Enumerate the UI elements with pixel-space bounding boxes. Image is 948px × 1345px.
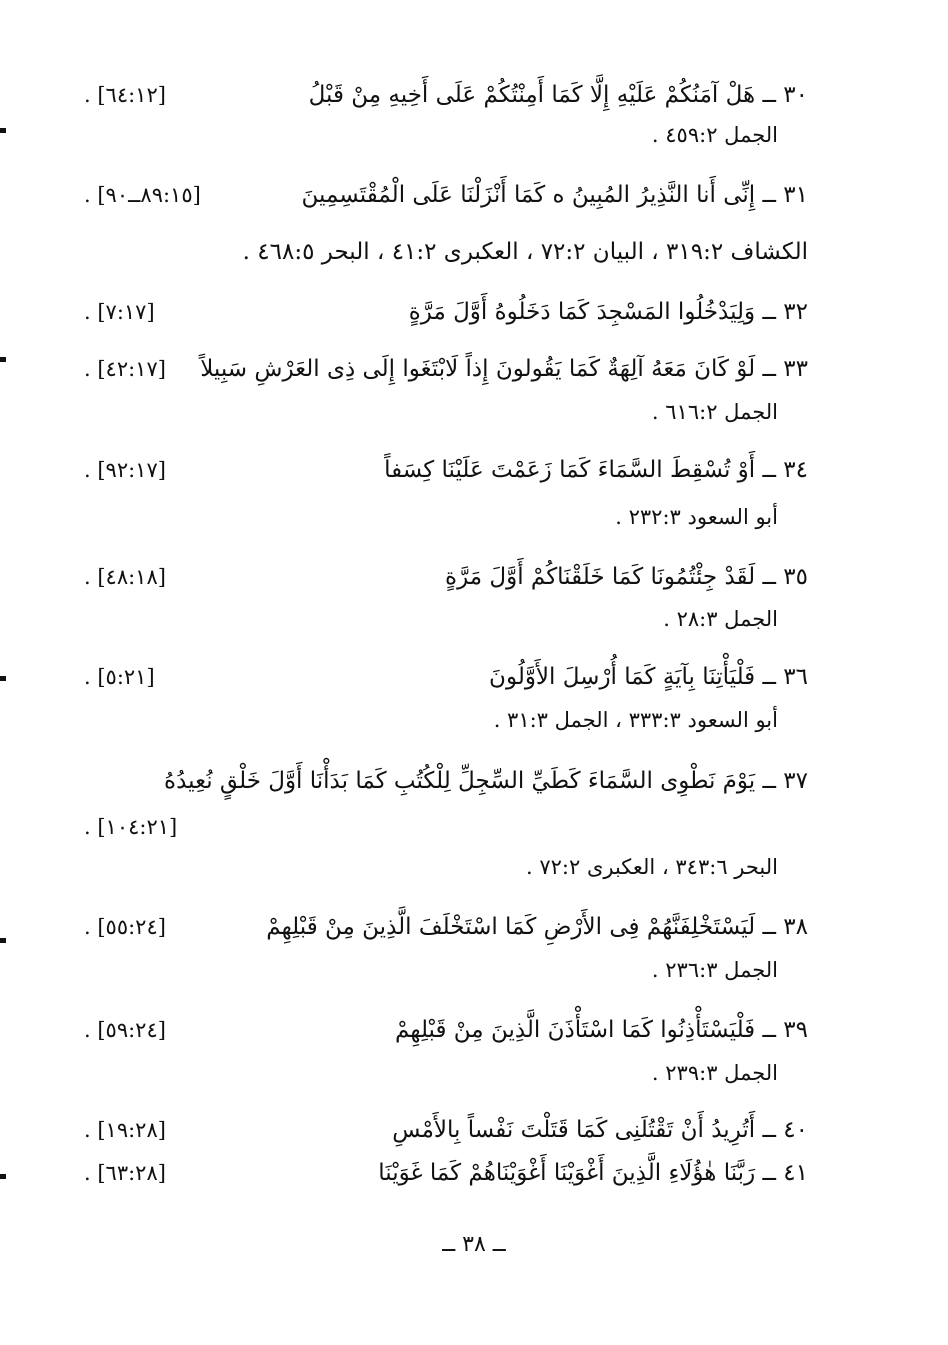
- verse-37-reference: . [١٠٤:٢١]: [84, 815, 178, 839]
- verse-33-sources: الجمل ٦١٦:٢ .: [651, 400, 778, 424]
- margin-mark: [0, 128, 6, 133]
- verse-32-reference: . [٧:١٧]: [84, 300, 155, 324]
- verse-40-reference: . [١٩:٢٨]: [84, 1118, 166, 1142]
- verse-35-sources: الجمل ٢٨:٣ .: [663, 607, 778, 631]
- verse-36-sources: أبو السعود ٣٣٣:٣ ، الجمل ٣١:٣ .: [493, 708, 778, 732]
- verse-37-sources: البحر ٣٤٣:٦ ، العكبرى ٧٢:٢ .: [525, 855, 778, 879]
- verse-41-reference: . [٦٣:٢٨]: [84, 1161, 166, 1185]
- verse-40: ٤٠ ــ أَتُرِيدُ أَنْ تَقْتُلَنِى كَمَا قَتَلْتَ نَفْساً بِالأَمْسِ: [392, 1117, 808, 1143]
- margin-mark: [0, 357, 6, 362]
- verse-38-reference: . [٥٥:٢٤]: [84, 915, 166, 939]
- verse-34: ٣٤ ــ أَوْ تُسْقِطَ السَّمَاءَ كَمَا زَعَمْتَ عَلَيْنَا كِسَفاً: [384, 457, 808, 483]
- verse-39: ٣٩ ــ فَلْيَسْتَأْذِنُوا كَمَا اسْتَأْذَنَ الَّذِينَ مِنْ قَبْلِهِمْ: [395, 1017, 808, 1043]
- verse-33: ٣٣ ــ لَوْ كَانَ مَعَهُ آلِهَةٌ كَمَا يَقُولونَ إِذاً لَابْتَغَوا إِلَى ذِى العَرْشِ سَبِيلاً: [200, 356, 808, 382]
- verse-30: ٣٠ ــ هَلْ آمَنُكُمْ عَلَيْهِ إِلَّا كَمَا أَمِنْتُكُمْ عَلَى أَخِيهِ مِنْ قَبْلُ: [308, 82, 808, 108]
- verse-34-sources: أبو السعود ٢٣٢:٣ .: [615, 505, 778, 529]
- verse-31: ٣١ ــ إِنِّى أَنا النَّذِيرُ المُبِينُ ه كَمَا أَنْزَلْنَا عَلَى الْمُقْتَسِمِينَ: [301, 182, 808, 208]
- verse-30-reference: . [٦٤:١٢]: [84, 83, 166, 107]
- verse-32: ٣٢ ــ وَلِيَدْخُلُوا المَسْجِدَ كَمَا دَخَلُوهُ أَوَّلَ مَرَّةٍ: [408, 299, 808, 325]
- verse-39-sources: الجمل ٢٣٩:٣ .: [651, 1061, 778, 1085]
- verse-34-reference: . [٩٢:١٧]: [84, 458, 166, 482]
- verse-36-reference: . [٥:٢١]: [84, 665, 155, 689]
- verse-33-reference: . [٤٢:١٧]: [84, 357, 166, 381]
- margin-mark: [0, 1174, 6, 1179]
- verse-35: ٣٥ ــ لَقَدْ جِئْتُمُونَا كَمَا خَلَقْنَاكُمْ أَوَّلَ مَرَّةٍ: [445, 564, 808, 590]
- verse-38-sources: الجمل ٢٣٦:٣ .: [651, 958, 778, 982]
- verse-37: ٣٧ ــ يَوْمَ نَطْوِى السَّمَاءَ كَطَيِّ السِّجِلِّ لِلْكُتُبِ كَمَا بَدَأْنَا أَوَّلَ خَلْقٍ نُعِيدُهُ: [164, 768, 808, 794]
- margin-mark: [0, 938, 6, 943]
- verse-30-sources: الجمل ٤٥٩:٢ .: [651, 123, 778, 147]
- page-number: ــ ٣٨ ــ: [442, 1232, 506, 1257]
- verse-36: ٣٦ ــ فَلْيَأْتِنَا بِآيَةٍ كَمَا أُرْسِلَ الأَوَّلُونَ: [489, 664, 808, 690]
- verse-39-reference: . [٥٩:٢٤]: [84, 1018, 166, 1042]
- verse-31-sources: الكشاف ٣١٩:٢ ، البيان ٧٢:٢ ، العكبرى ٤١:٢ ، البحر ٤٦٨:٥ .: [242, 239, 808, 265]
- margin-mark: [0, 676, 6, 681]
- verse-41: ٤١ ــ رَبَّنَا هٰؤُلَاءِ الَّذِينَ أَغْوَيْنَا أَغْوَيْنَاهُمْ كَمَا غَوَيْنَا: [378, 1160, 808, 1186]
- verse-38: ٣٨ ــ لَيَسْتَخْلِفَنَّهُمْ فِى الأَرْضِ كَمَا اسْتَخْلَفَ الَّذِينَ مِنْ قَبْلِهِمْ: [266, 914, 808, 940]
- verse-35-reference: . [٤٨:١٨]: [84, 565, 166, 589]
- verse-31-reference: . [٨٩:١٥ــ٩٠]: [84, 183, 201, 207]
